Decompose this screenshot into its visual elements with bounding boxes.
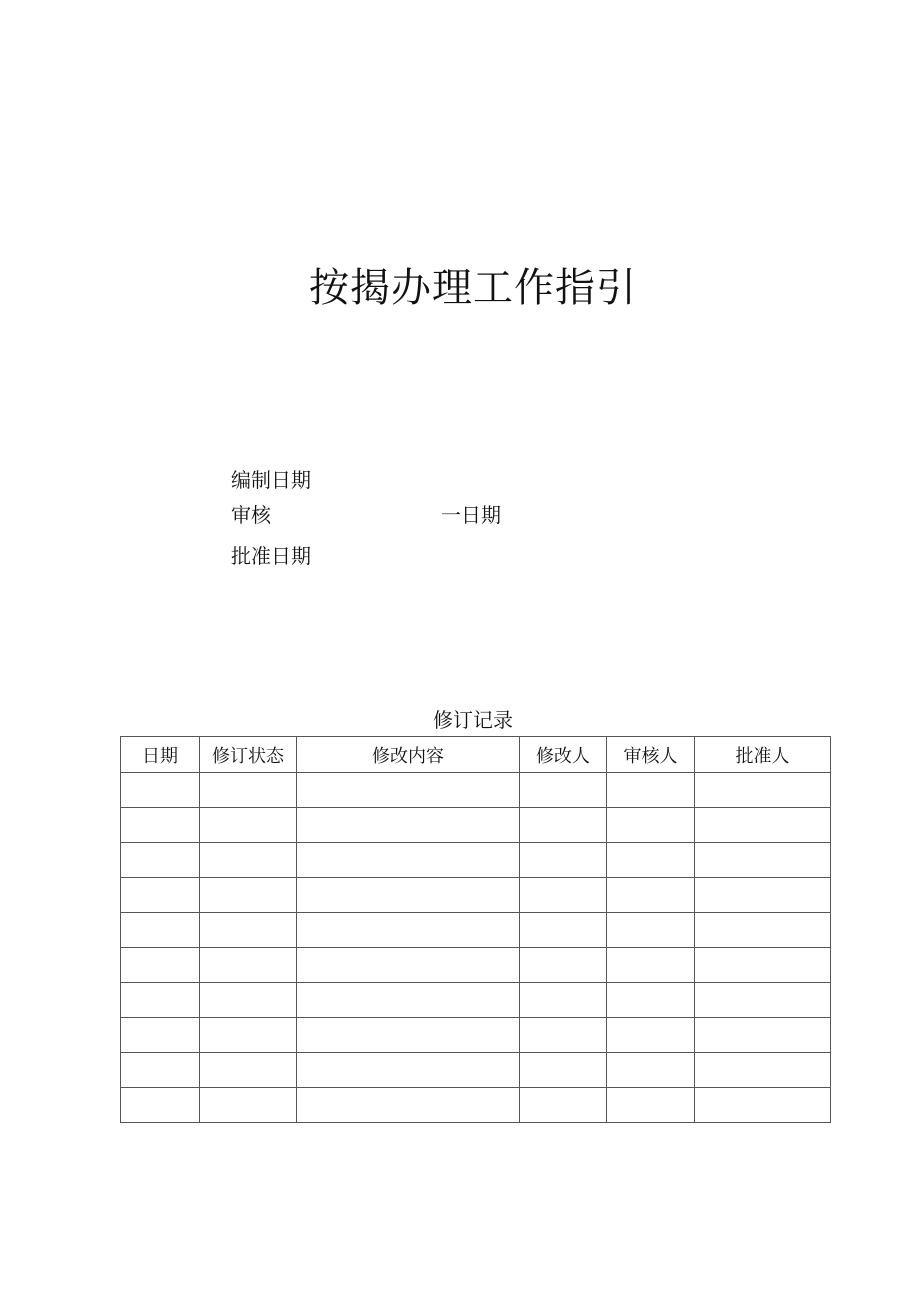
table-cell [121,983,200,1018]
review-date-label: 一日期 [441,503,501,527]
table-cell [520,878,607,913]
table-cell [520,843,607,878]
table-cell [607,878,695,913]
table-cell [297,983,520,1018]
table-cell [520,913,607,948]
table-cell [121,1053,200,1088]
table-row [121,843,831,878]
table-cell [695,843,831,878]
table-cell [297,808,520,843]
table-cell [695,1088,831,1123]
table-row [121,948,831,983]
table-row [121,878,831,913]
table-cell [520,1018,607,1053]
table-cell [607,773,695,808]
table-cell [607,948,695,983]
table-cell [297,1018,520,1053]
table-row [121,1053,831,1088]
table-cell [695,878,831,913]
table-row [121,1018,831,1053]
table-cell [297,878,520,913]
approve-date-label: 批准日期 [231,544,311,568]
table-cell [520,773,607,808]
table-cell [607,1018,695,1053]
table-cell [121,913,200,948]
column-header-approver: 批准人 [695,737,831,773]
table-row [121,1088,831,1123]
revision-record-table [120,736,831,1123]
compile-date-label: 编制日期 [231,468,311,492]
table-cell [200,878,297,913]
table-cell [607,843,695,878]
table-cell [297,913,520,948]
table-cell [520,948,607,983]
table-cell [200,948,297,983]
review-label: 审核 [231,503,271,527]
table-cell [200,983,297,1018]
table-row [121,808,831,843]
table-cell [695,1018,831,1053]
document-title: 按揭办理工作指引 [309,265,637,311]
table-cell [121,843,200,878]
table-cell [520,983,607,1018]
table-cell [607,913,695,948]
table-cell [200,843,297,878]
table-cell [695,948,831,983]
table-cell [200,1088,297,1123]
table-row [121,773,831,808]
revision-record-caption: 修订记录 [433,708,513,732]
table-cell [297,843,520,878]
table-cell [200,1053,297,1088]
table-row [121,913,831,948]
column-header-reviewer: 审核人 [607,737,695,773]
table-cell [695,1053,831,1088]
table-cell [520,1053,607,1088]
table-row [121,983,831,1018]
table-cell [200,773,297,808]
table-cell [200,808,297,843]
table-cell [121,1018,200,1053]
column-header-revision-status: 修订状态 [200,737,297,773]
table-cell [121,1088,200,1123]
table-cell [121,948,200,983]
table-cell [695,983,831,1018]
table-cell [121,878,200,913]
table-cell [695,913,831,948]
table-cell [297,773,520,808]
table-cell [200,913,297,948]
table-cell [297,1053,520,1088]
table-cell [607,1088,695,1123]
table-cell [520,808,607,843]
table-cell [607,808,695,843]
table-cell [695,773,831,808]
table-cell [200,1018,297,1053]
table-cell [607,1053,695,1088]
column-header-date: 日期 [121,737,200,773]
table-cell [695,808,831,843]
column-header-modifier: 修改人 [520,737,607,773]
table-cell [121,773,200,808]
table-cell [520,1088,607,1123]
table-cell [607,983,695,1018]
table-cell [297,948,520,983]
column-header-change-content: 修改内容 [297,737,520,773]
table-cell [121,808,200,843]
table-header-row [121,737,831,773]
table-cell [297,1088,520,1123]
